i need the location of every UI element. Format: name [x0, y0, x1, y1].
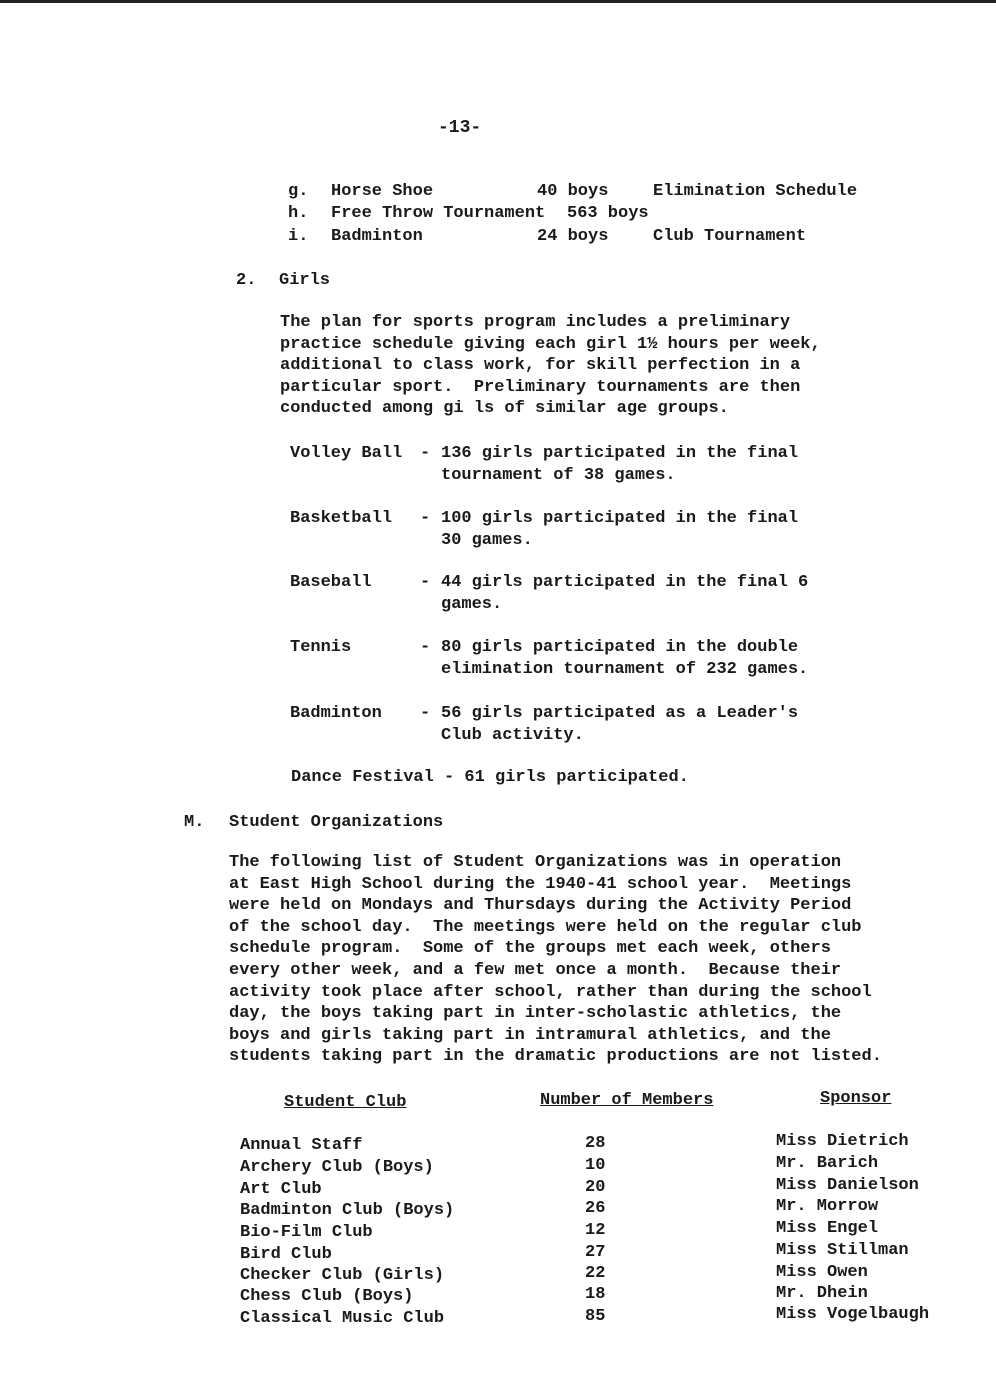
section-number: 2.: [236, 271, 257, 290]
item-name: Badminton: [331, 227, 423, 246]
dash: -: [420, 704, 431, 723]
sport-description: 100 girls participated in the final 30 games.: [441, 509, 799, 550]
column-header-members: Number of Members: [540, 1091, 714, 1110]
item-note: Elimination Schedule: [653, 182, 858, 201]
section-heading: Girls: [279, 271, 331, 290]
item-letter: i.: [288, 227, 309, 246]
sport-description: 80 girls participated in the double elimination tournament of 232 games.: [441, 638, 809, 679]
column-header-sponsor: Sponsor: [820, 1089, 892, 1108]
item-letter: g.: [288, 182, 309, 201]
column-header-club: Student Club: [284, 1093, 407, 1112]
section-letter: M.: [184, 813, 205, 832]
item-letter: h.: [288, 204, 309, 223]
organizations-paragraph: The following list of Student Organizations was in operation at East High School during the 1940-41 school year. Meetings were held on Mondays and Thursdays during the Activity Period of the school day. The meetings were held on the regular club schedule program. Some of the groups met each week, others every other week, and a few met once a month. Because their activity took place after school, rather than during the school day, the boys taking part in inter-scholastic athletics, the boys and girls taking part in intramural athletics, and the students taking part in the dramatic productions are not listed.: [229, 853, 882, 1067]
sport-description: 44 girls participated in the final 6 games.: [441, 573, 809, 614]
item-name: Free Throw Tournament: [331, 204, 546, 223]
item-name: Horse Shoe: [331, 182, 434, 201]
page-top-edge: [0, 0, 996, 3]
item-note: Club Tournament: [653, 227, 807, 246]
dash: -: [420, 509, 431, 528]
sport-name: Tennis: [290, 638, 352, 657]
sport-description: 136 girls participated in the final tournament of 38 games.: [441, 444, 799, 485]
dash: -: [420, 573, 431, 592]
dash: -: [420, 638, 431, 657]
section-heading: Student Organizations: [229, 813, 444, 832]
girls-intro-paragraph: The plan for sports program includes a preliminary practice schedule giving each girl 1½ hours per week, additional to class work, for skill perfection in a particular sport. Preliminary tournaments are then conducted among gi ls of similar age groups.: [280, 313, 821, 419]
item-count: 24 boys: [537, 227, 609, 246]
item-count: 40 boys: [537, 182, 609, 201]
sport-name: Volley Ball: [290, 444, 403, 463]
dash: -: [420, 444, 431, 463]
sport-name: Basketball: [290, 509, 393, 528]
page-number: -13-: [438, 118, 482, 138]
dance-festival-line: Dance Festival - 61 girls participated.: [291, 768, 689, 787]
item-count: 563 boys: [567, 204, 649, 223]
sport-description: 56 girls participated as a Leader's Club activity.: [441, 704, 799, 745]
sport-name: Badminton: [290, 704, 382, 723]
sport-name: Baseball: [290, 573, 372, 592]
